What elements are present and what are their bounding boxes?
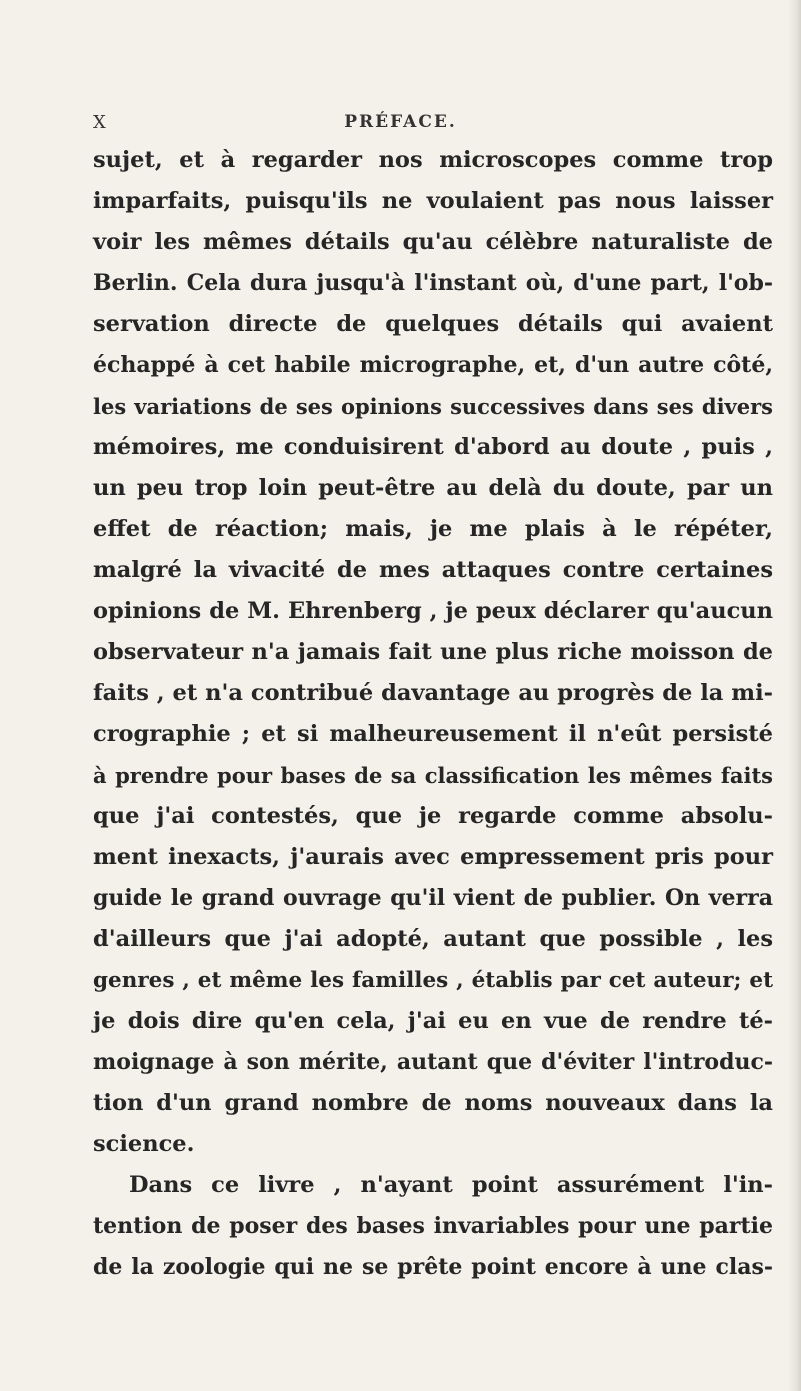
text-line: sujet, et à regarder nos microscopes comme trop [93, 147, 773, 173]
text-line: à prendre pour bases de sa classification les mêmes faits [93, 763, 773, 788]
running-head [0, 112, 801, 142]
text-line: Berlin. Cela dura jusqu'à l'instant où, d'une part, l'ob- [93, 270, 773, 296]
text-line: faits , et n'a contribué davantage au progrès de la mi- [93, 680, 773, 706]
text-line: voir les mêmes détails qu'au célèbre naturaliste de [93, 229, 773, 255]
body-text [93, 140, 773, 1288]
text-line: moignage à son mérite, autant que d'éviter l'introduc- [93, 1049, 773, 1075]
text-line: d'ailleurs que j'ai adopté, autant que possible , les [93, 926, 773, 952]
page-number: X [93, 112, 107, 133]
text-line: échappé à cet habile micrographe, et, d'un autre côté, [93, 352, 773, 378]
paragraph-start-line: Dans ce livre , n'ayant point assurément l'in- [129, 1172, 773, 1198]
text-line: observateur n'a jamais fait une plus riche moisson de [93, 639, 773, 665]
text-line: opinions de M. Ehrenberg , je peux déclarer qu'aucun [93, 598, 773, 624]
text-line: les variations de ses opinions successives dans ses divers [93, 394, 773, 419]
text-line: je dois dire qu'en cela, j'ai eu en vue de rendre té- [93, 1008, 773, 1034]
text-line: tion d'un grand nombre de noms nouveaux dans la [93, 1090, 773, 1116]
text-line: malgré la vivacité de mes attaques contre certaines [93, 557, 773, 583]
text-line: effet de réaction; mais, je me plais à le répéter, [93, 516, 773, 542]
text-line: ment inexacts, j'aurais avec empressement pris pour [93, 844, 773, 870]
text-line: genres , et même les familles , établis par cet auteur; et [93, 968, 773, 993]
text-line: que j'ai contestés, que je regarde comme absolu- [93, 803, 773, 829]
text-line: de la zoologie qui ne se prête point encore à une clas- [93, 1254, 773, 1280]
running-title: PRÉFACE. [344, 112, 457, 132]
text-line: servation directe de quelques détails qui avaient [93, 311, 773, 337]
paragraph-end-line: science. [93, 1131, 195, 1157]
text-line: tention de poser des bases invariables pour une partie [93, 1213, 773, 1239]
page-edge-shadow [787, 0, 801, 1391]
text-line: mémoires, me conduisirent d'abord au doute , puis , [93, 434, 773, 460]
text-line: imparfaits, puisqu'ils ne voulaient pas nous laisser [93, 188, 773, 214]
text-line: guide le grand ouvrage qu'il vient de publier. On verra [93, 885, 773, 911]
text-line: un peu trop loin peut-être au delà du doute, par un [93, 475, 773, 501]
text-line: crographie ; et si malheureusement il n'eût persisté [93, 721, 773, 747]
